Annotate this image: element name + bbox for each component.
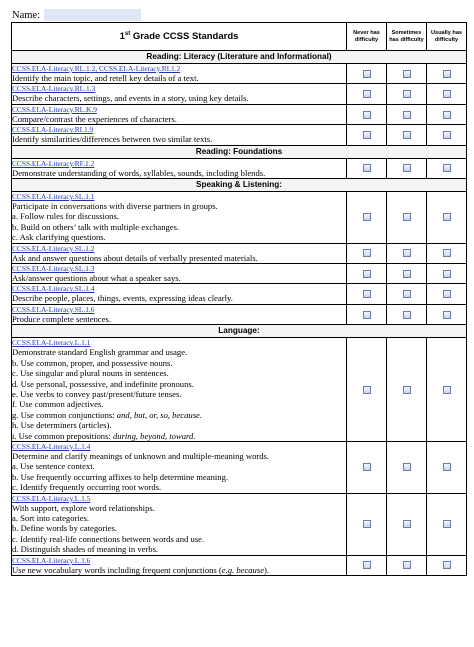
standard-text-line: Participate in conversations with diverse partners in groups.: [12, 201, 218, 212]
checkbox-sometimes[interactable]: [403, 561, 411, 569]
checkbox-cell-sometimes: [387, 104, 427, 124]
checkbox-usually[interactable]: [443, 90, 451, 98]
checkbox-cell-sometimes: [387, 304, 427, 324]
standard-text-line: Ask/answer questions about what a speaker says.: [12, 273, 181, 284]
checkbox-cell-sometimes: [387, 493, 427, 555]
checkbox-cell-never: [347, 555, 387, 575]
standard-cell: [12, 555, 347, 575]
checkbox-cell-usually: [427, 104, 467, 124]
checkbox-sometimes[interactable]: [403, 520, 411, 528]
checkbox-usually[interactable]: [443, 290, 451, 298]
checkbox-sometimes[interactable]: [403, 70, 411, 78]
checkbox-cell-never: [347, 125, 387, 145]
standard-text-line: b. Define words by categories.: [12, 523, 118, 534]
standard-text-line: e. Use verbs to convey past/present/future tenses.: [12, 388, 182, 399]
checkbox-cell-sometimes: [387, 284, 427, 304]
standard-code-link[interactable]: CCSS.ELA-Literacy.L.1.1: [12, 338, 91, 348]
table-body: [12, 51, 467, 576]
standard-row: [12, 125, 467, 145]
standard-codes: [12, 338, 346, 347]
standard-cell: [12, 264, 347, 284]
checkbox-cell-usually: [427, 555, 467, 575]
column-header-never: Never has difficulty: [347, 23, 387, 51]
section-title: Speaking & Listening:: [12, 179, 467, 192]
checkbox-never[interactable]: [363, 463, 371, 471]
checkbox-usually[interactable]: [443, 386, 451, 394]
standard-text-line: a. Sort into categories.: [12, 512, 90, 523]
checkbox-sometimes[interactable]: [403, 290, 411, 298]
checkbox-cell-sometimes: [387, 243, 427, 263]
standard-row: [12, 555, 467, 575]
checkbox-never[interactable]: [363, 386, 371, 394]
checkbox-never[interactable]: [363, 70, 371, 78]
column-header-usually: Usually has difficulty: [427, 23, 467, 51]
code-separator: ,: [95, 64, 99, 73]
standard-cell: [12, 441, 347, 493]
checkbox-cell-usually: [427, 64, 467, 84]
standard-text-line: c. Ask clarifying questions.: [12, 232, 106, 243]
checkbox-cell-never: [347, 84, 387, 104]
checkbox-never[interactable]: [363, 290, 371, 298]
standard-cell: [12, 84, 347, 104]
standard-row: [12, 104, 467, 124]
standard-codes: [12, 494, 346, 503]
standard-codes: [12, 105, 346, 114]
section-row: [12, 325, 467, 338]
standard-text-line: Identify similarities/differences between two similar texts.: [12, 134, 213, 145]
standard-code-link[interactable]: CCSS.ELA-Literacy.SL.1.2: [12, 243, 95, 253]
checkbox-usually[interactable]: [443, 164, 451, 172]
standard-code-link[interactable]: CCSS.ELA-Literacy.RL.K.9: [12, 104, 97, 114]
standards-table: [11, 22, 467, 576]
standard-codes: [12, 125, 346, 134]
standard-row: [12, 264, 467, 284]
checkbox-sometimes[interactable]: [403, 311, 411, 319]
standard-codes: [12, 84, 346, 93]
checkbox-cell-sometimes: [387, 84, 427, 104]
checkbox-cell-sometimes: [387, 192, 427, 244]
checkbox-never[interactable]: [363, 90, 371, 98]
header-row: [12, 23, 467, 51]
standard-text-line: Demonstrate standard English grammar and usage.: [12, 347, 188, 358]
standard-code-link[interactable]: CCSS.ELA-Literacy.L.1.6: [12, 555, 91, 565]
standard-text-line: Demonstrate understanding of words, syllables, sounds, including blends.: [12, 167, 266, 178]
section-title: Reading: Literacy (Literature and Informational): [12, 51, 467, 64]
standard-code-link[interactable]: CCSS.ELA-Literacy.SL.1.1: [12, 192, 95, 202]
section-row: [12, 145, 467, 158]
standard-row: [12, 158, 467, 178]
standard-row: [12, 441, 467, 493]
standard-code-link[interactable]: CCSS.ELA-Literacy.L.1.5: [12, 493, 91, 503]
standard-row: [12, 284, 467, 304]
checkbox-sometimes[interactable]: [403, 270, 411, 278]
column-header-sometimes: Sometimes has difficulty: [387, 23, 427, 51]
checkbox-never[interactable]: [363, 131, 371, 139]
name-label: Name:: [12, 9, 40, 21]
standard-cell: [12, 338, 347, 442]
standard-codes: [12, 556, 346, 565]
section-row: [12, 51, 467, 64]
checkbox-cell-usually: [427, 84, 467, 104]
standard-text-line: c. Use singular and plural nouns in sentences.: [12, 368, 169, 379]
checkbox-never[interactable]: [363, 164, 371, 172]
standard-code-link[interactable]: CCSS.ELA-Literacy.SL.1.3: [12, 264, 95, 274]
checkbox-cell-sometimes: [387, 441, 427, 493]
standard-text-line: Describe people, places, things, events, expressing ideas clearly.: [12, 293, 233, 304]
checkbox-never[interactable]: [363, 111, 371, 119]
checkbox-cell-usually: [427, 493, 467, 555]
standard-code-link[interactable]: CCSS.ELA-Literacy.SL.1.6: [12, 304, 95, 314]
checkbox-cell-sometimes: [387, 264, 427, 284]
checkbox-cell-never: [347, 264, 387, 284]
checkbox-cell-never: [347, 338, 387, 442]
checkbox-sometimes[interactable]: [403, 463, 411, 471]
checkbox-cell-never: [347, 158, 387, 178]
standard-text-line: Use new vocabulary words including frequent conjunctions (e.g. because).: [12, 564, 270, 575]
checkbox-usually[interactable]: [443, 111, 451, 119]
standard-row: [12, 64, 467, 84]
checkbox-usually[interactable]: [443, 131, 451, 139]
standard-cell: [12, 64, 347, 84]
standard-code-link[interactable]: CCSS.ELA-Literacy.RI.1.9: [12, 125, 94, 135]
checkbox-cell-usually: [427, 158, 467, 178]
checkbox-cell-usually: [427, 338, 467, 442]
checkbox-cell-never: [347, 64, 387, 84]
name-input[interactable]: [44, 9, 141, 21]
checkbox-usually[interactable]: [443, 561, 451, 569]
checkbox-cell-usually: [427, 264, 467, 284]
standard-text-line: d. Distinguish shades of meaning in verbs.: [12, 544, 159, 555]
standard-codes: [12, 442, 346, 451]
standard-text-line: With support, explore word relationships.: [12, 502, 155, 513]
section-row: [12, 179, 467, 192]
checkbox-cell-sometimes: [387, 158, 427, 178]
checkbox-never[interactable]: [363, 270, 371, 278]
checkbox-cell-never: [347, 192, 387, 244]
standard-code-link[interactable]: CCSS.ELA-Literacy.L.1.4: [12, 441, 91, 451]
section-title: Language:: [12, 325, 467, 338]
checkbox-never[interactable]: [363, 249, 371, 257]
checkbox-cell-never: [347, 284, 387, 304]
checkbox-cell-never: [347, 104, 387, 124]
standard-text-line: Compare/contrast the experiences of characters.: [12, 113, 177, 124]
standard-text-line: b. Build on others’ talk with multiple exchanges.: [12, 221, 180, 232]
checkbox-cell-usually: [427, 284, 467, 304]
checkbox-usually[interactable]: [443, 213, 451, 221]
checkbox-cell-usually: [427, 125, 467, 145]
checkbox-cell-never: [347, 243, 387, 263]
checkbox-usually[interactable]: [443, 70, 451, 78]
checkbox-never[interactable]: [363, 311, 371, 319]
standard-codes: [12, 159, 346, 168]
checkbox-usually[interactable]: [443, 311, 451, 319]
standard-cell: [12, 158, 347, 178]
checkbox-cell-sometimes: [387, 555, 427, 575]
checkbox-usually[interactable]: [443, 270, 451, 278]
standard-text-line: g. Use common conjunctions: and, but, or, so, because.: [12, 409, 203, 420]
standard-cell: [12, 304, 347, 324]
checkbox-cell-usually: [427, 243, 467, 263]
standard-cell: [12, 493, 347, 555]
checkbox-cell-sometimes: [387, 338, 427, 442]
checkbox-never[interactable]: [363, 561, 371, 569]
standard-codes: [12, 284, 346, 293]
standard-code-link[interactable]: CCSS.ELA-Literacy.RL.1.3: [12, 84, 96, 94]
standard-text-line: a. Follow rules for discussions.: [12, 211, 119, 222]
standard-code-link[interactable]: CCSS.ELA-Literacy.RF.1.2: [12, 158, 95, 168]
name-row: [12, 8, 141, 22]
standard-cell: [12, 284, 347, 304]
standard-row: [12, 338, 467, 442]
checkbox-sometimes[interactable]: [403, 164, 411, 172]
checkbox-usually[interactable]: [443, 463, 451, 471]
standard-code-link[interactable]: CCSS.ELA-Literacy.RI.1.2: [98, 64, 181, 73]
checkbox-never[interactable]: [363, 520, 371, 528]
standard-row: [12, 493, 467, 555]
checkbox-sometimes[interactable]: [403, 111, 411, 119]
standard-text-line: Describe characters, settings, and events in a story, using key details.: [12, 93, 249, 104]
standard-text-line: Identify the main topic, and retell key details of a text.: [12, 73, 199, 83]
checkbox-never[interactable]: [363, 213, 371, 221]
standard-codes: [12, 244, 346, 253]
standard-text-line: Produce complete sentences.: [12, 313, 112, 324]
checkbox-usually[interactable]: [443, 249, 451, 257]
checkbox-sometimes[interactable]: [403, 131, 411, 139]
standard-cell: [12, 125, 347, 145]
checkbox-cell-never: [347, 441, 387, 493]
checkbox-cell-usually: [427, 304, 467, 324]
standard-text-line: b. Use frequently occurring affixes to help determine meaning.: [12, 471, 229, 482]
standard-row: [12, 84, 467, 104]
standard-codes: [12, 192, 346, 201]
checkbox-cell-usually: [427, 192, 467, 244]
standard-text-line: Determine and clarify meanings of unknown and multiple-meaning words.: [12, 450, 270, 461]
checkbox-cell-sometimes: [387, 64, 427, 84]
checkbox-cell-never: [347, 304, 387, 324]
standard-row: [12, 304, 467, 324]
checkbox-sometimes[interactable]: [403, 386, 411, 394]
table-title: 1st Grade CCSS Standards: [12, 23, 347, 51]
standard-text-line: b. Use common, proper, and possessive nouns.: [12, 357, 173, 368]
standard-code-link[interactable]: CCSS.ELA-Literacy.RL.1.2: [12, 64, 96, 73]
checkbox-sometimes[interactable]: [403, 249, 411, 257]
checkbox-cell-usually: [427, 441, 467, 493]
standard-text-line: c. Identify real-life connections between words and use.: [12, 533, 205, 544]
standard-row: [12, 243, 467, 263]
standard-cell: [12, 104, 347, 124]
standard-text-line: c. Identify frequently occurring root words.: [12, 482, 162, 493]
standard-codes: [12, 305, 346, 314]
checkbox-cell-never: [347, 493, 387, 555]
checkbox-cell-sometimes: [387, 125, 427, 145]
section-title: Reading: Foundations: [12, 145, 467, 158]
standard-text-line: i. Use common prepositions: during, beyond, toward.: [12, 430, 196, 441]
standard-text-line: f. Use common adjectives.: [12, 399, 104, 410]
standard-codes: [12, 64, 346, 73]
standard-text-line: h. Use determiners (articles).: [12, 420, 112, 431]
standard-cell: [12, 192, 347, 244]
standard-code-link[interactable]: CCSS.ELA-Literacy.SL.1.4: [12, 284, 95, 294]
standard-codes: [12, 264, 346, 273]
standard-text-line: a. Use sentence context.: [12, 461, 95, 472]
standard-cell: [12, 243, 347, 263]
standard-text-line: Ask and answer questions about details of verbally presented materials.: [12, 252, 258, 263]
standard-text-line: d. Use personal, possessive, and indefinite pronouns.: [12, 378, 194, 389]
standard-row: [12, 192, 467, 244]
checkbox-usually[interactable]: [443, 520, 451, 528]
checkbox-sometimes[interactable]: [403, 213, 411, 221]
checkbox-sometimes[interactable]: [403, 90, 411, 98]
